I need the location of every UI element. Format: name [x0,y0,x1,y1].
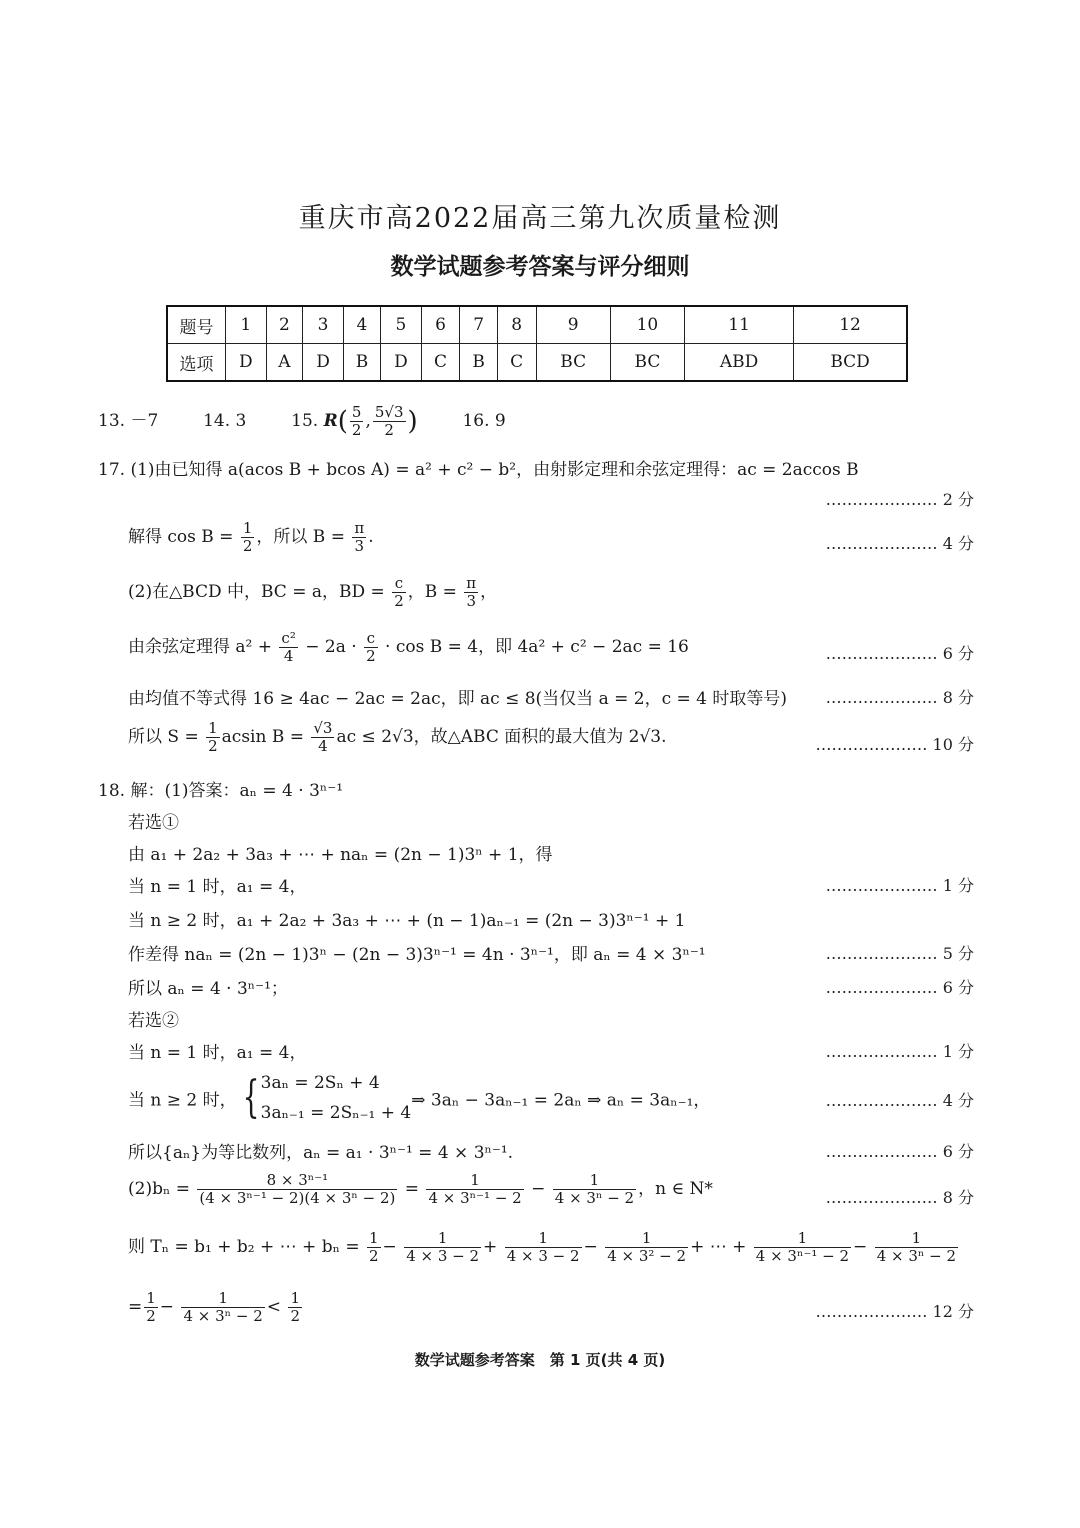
score-mark: ………………… 6 分 [825,644,974,663]
fraction-numerator: 1 [426,1172,523,1190]
table-cell: 10 [610,306,684,344]
score-mark: ………………… 10 分 [815,735,974,754]
q17-line-5: 由均值不等式得 16 ≥ 4ac − 2ac = 2ac，即 ac ≤ 8(当仅当 a = 2，c = 4 时取等号) [128,689,787,709]
fraction-numerator: 1 [146,1289,156,1307]
text: ac ≤ 2√3，故△ABC 面积的最大值为 2√3. [336,727,667,747]
q18-line-5: 当 n ≥ 2 时，a₁ + 2a₂ + 3a₃ + ⋯ + (n − 1)aₙ₋₁ = (2n − 3)3ⁿ⁻¹ + 1 [128,911,686,931]
text: = [404,1179,420,1199]
text: ，B = [407,582,457,602]
answer-table-row-choices [167,344,907,382]
score-mark: ………………… 4 分 [825,1091,974,1110]
score-mark: ………………… 12 分 [815,1302,974,1321]
q18-line-4: 当 n = 1 时，a₁ = 4， [128,877,307,897]
fraction-numerator: π [354,519,365,537]
equation-system [261,1068,412,1128]
fraction-numerator: 5 [351,403,362,421]
table-cell: C [497,344,536,382]
q18-line-3: 由 a₁ + 2a₂ + 3a₃ + ⋯ + naₙ = (2n − 1)3ⁿ + 1，得 [128,845,553,865]
fraction-numerator: c² [281,629,296,647]
text: . [368,527,374,547]
fraction-numerator: 1 [369,1229,379,1247]
equation: 3aₙ = 2Sₙ + 4 [260,1073,380,1093]
table-cell: 4 [343,306,380,344]
fraction-denominator: 2 [290,1307,300,1325]
q18-line-8: 若选② [128,1011,179,1031]
table-cell: BC [610,344,684,382]
fraction-denominator: 3 [466,592,476,610]
text: (2)bₙ = [128,1179,190,1199]
fraction-denominator: 4 × 3ⁿ − 2 [554,1189,635,1207]
q17-line-3 [128,575,497,610]
fraction-denominator: 2 [369,1247,379,1265]
q18-line-12 [128,1172,713,1207]
answer-q13: 13. －7 [98,411,159,431]
answer-q16: 16. 9 [462,411,506,431]
answer-table [166,305,908,382]
fraction-numerator: 1 [208,719,218,737]
table-cell: D [381,344,422,382]
q17-line-1: 17. (1)由已知得 a(acos B + bcos A) = a² + c² − b²，由射影定理和余弦定理得：ac = 2accos B [98,460,859,480]
q17-line-6 [128,720,667,755]
equation: 3aₙ₋₁ = 2Sₙ₋₁ + 4 [260,1103,412,1123]
answer-q14: 14. 3 [203,411,247,431]
score-mark: ………………… 8 分 [825,688,974,707]
document-subtitle: 数学试题参考答案与评分细则 [390,254,690,280]
text: 当 n ≥ 2 时， [128,1090,237,1111]
table-cell: 3 [303,306,344,344]
fraction-numerator: 1 [605,1230,688,1248]
q18-line-13: 则 Tₙ = b₁ + b₂ + ⋯ + bₙ = $\frac{1}{2}$ − $\frac{1}{4 \times 3 - 2}$ + $\frac{1}{4 \times 3 - 2}$ − $\frac{1}{\text{4 × 3² − 2}}$ + ⋯ + $\frac{1}{\text{4 × 3ⁿ⁻¹ − 2}}$ − $\frac{1}{\text{4 × 3ⁿ − 2}}$ [128,1229,957,1265]
fraction-denominator: 4 × 3ⁿ⁻¹ − 2 [755,1247,850,1265]
fraction-numerator: 5√3 [374,403,404,421]
score-mark: ………………… 2 分 [825,490,974,509]
fraction-numerator: 1 [553,1172,636,1190]
fraction-denominator: 2 [394,592,404,610]
answer-q15-prefix: 15. [291,411,324,431]
q18-line-9: 当 n = 1 时，a₁ = 4， [128,1043,307,1063]
fraction-numerator: 1 [404,1230,481,1248]
page-footer: 数学试题参考答案 第 1 页(共 4 页) [414,1351,666,1369]
fraction-denominator: 4 × 3² − 2 [607,1247,687,1265]
fraction-numerator: 1 [875,1230,958,1248]
text: − 2a · [305,637,357,657]
fraction-denominator: 2 [146,1307,156,1325]
brace-icon: { [242,1072,260,1123]
table-cell: B [460,344,497,382]
document-title: 重庆市高2022届高三第九次质量检测 [298,203,782,234]
text: 由余弦定理得 a² + [128,637,273,657]
text: 解得 cos B = [128,527,234,547]
fraction-numerator: 1 [242,519,253,537]
fraction-denominator: 2 [351,421,362,439]
fraction-numerator: 1 [181,1290,264,1308]
table-header-choice: 选项 [167,344,226,382]
score-mark: ………………… 4 分 [825,534,974,553]
table-cell: ABD [685,344,794,382]
fraction-denominator: 2 [384,421,394,439]
fraction-denominator: 2 [208,737,218,755]
text: (2)在△BCD 中，BC = a，BD = [128,582,385,602]
q18-line-10 [128,1068,710,1128]
fraction-denominator: 2 [366,647,376,665]
table-cell: BC [536,344,610,382]
fraction-denominator: 4 × 3 − 2 [506,1247,580,1265]
text: ，n ∈ N* [638,1179,713,1199]
text: ⇒ 3aₙ − 3aₙ₋₁ = 2aₙ ⇒ aₙ = 3aₙ₋₁， [411,1090,711,1111]
table-cell: D [226,344,267,382]
q18-line-1: 18. 解：(1)答案：aₙ = 4 · 3ⁿ⁻¹ [98,781,344,801]
q18-line-6: 作差得 naₙ = (2n − 1)3ⁿ − (2n − 3)3ⁿ⁻¹ = 4n · 3ⁿ⁻¹，即 aₙ = 4 × 3ⁿ⁻¹ [128,945,706,965]
table-cell: 11 [685,306,794,344]
fraction-numerator: c [392,575,406,593]
table-cell: 2 [266,306,303,344]
fraction-denominator: 3 [354,537,365,555]
q17-line-2 [128,520,374,555]
table-header-number: 题号 [167,306,226,344]
table-cell: B [343,344,380,382]
score-mark: ………………… 1 分 [825,1042,974,1061]
table-cell: A [266,344,303,382]
answer-table-row-numbers [167,306,907,344]
table-cell: 5 [381,306,422,344]
score-mark: ………………… 6 分 [825,1142,974,1161]
fraction-denominator: 4 [318,737,328,755]
q18-line-11: 所以{aₙ}为等比数列，aₙ = a₁ · 3ⁿ⁻¹ = 4 × 3ⁿ⁻¹. [128,1143,514,1163]
text: · cos B = 4，即 4a² + c² − 2ac = 16 [385,637,689,657]
table-cell: 7 [460,306,497,344]
fraction-numerator: 1 [505,1230,582,1248]
text: − [531,1179,546,1199]
table-cell: 6 [421,306,460,344]
fraction-denominator: 4 × 3 − 2 [406,1247,480,1265]
table-cell: 8 [497,306,536,344]
score-mark: ………………… 1 分 [825,876,974,895]
table-cell: BCD [794,344,907,382]
table-cell: 1 [226,306,267,344]
text: ，所以 B = [256,527,345,547]
fraction-denominator: 4 × 3ⁿ − 2 [876,1247,957,1265]
table-cell: D [303,344,344,382]
table-cell: 9 [536,306,610,344]
fraction-denominator: 4 [283,647,294,665]
fraction-numerator: 8 × 3ⁿ⁻¹ [197,1172,397,1190]
fraction-numerator: 1 [754,1230,851,1248]
q18-line-7: 所以 aₙ = 4 · 3ⁿ⁻¹； [128,979,288,999]
score-mark: ………………… 6 分 [825,978,974,997]
fraction-numerator: 1 [290,1289,300,1307]
score-mark: ………………… 8 分 [825,1188,974,1207]
score-mark: ………………… 5 分 [825,944,974,963]
fill-in-answers: 13. －7 14. 3 15. R( $\frac{5}{2}$ , $\frac{5√3}{2}$ ) 16. 9 [98,403,506,439]
table-cell: C [421,344,460,382]
answer-q15-point: R [323,411,338,431]
q18-line-14: = $\frac{1}{2}$ − $\frac{1}{\text{4 × 3ⁿ − 2}}$ < $\frac{1}{2}$ [128,1289,300,1325]
text: acsin B = [221,727,304,747]
text: 则 Tₙ = b₁ + b₂ + ⋯ + bₙ = [128,1237,360,1257]
fraction-denominator: (4 × 3ⁿ⁻¹ − 2)(4 × 3ⁿ − 2) [199,1189,396,1207]
q17-line-4 [128,630,689,665]
table-cell: 12 [794,306,907,344]
text: 所以 S = [128,727,199,747]
fraction-denominator: 4 × 3ⁿ⁻¹ − 2 [428,1189,522,1207]
fraction-denominator: 2 [242,537,253,555]
fraction-denominator: 4 × 3ⁿ − 2 [183,1307,263,1325]
fraction-numerator: √3 [313,719,333,737]
fraction-numerator: c [364,630,378,648]
text: ， [480,582,498,602]
fraction-numerator: π [466,574,477,592]
q18-line-2: 若选① [128,813,179,833]
